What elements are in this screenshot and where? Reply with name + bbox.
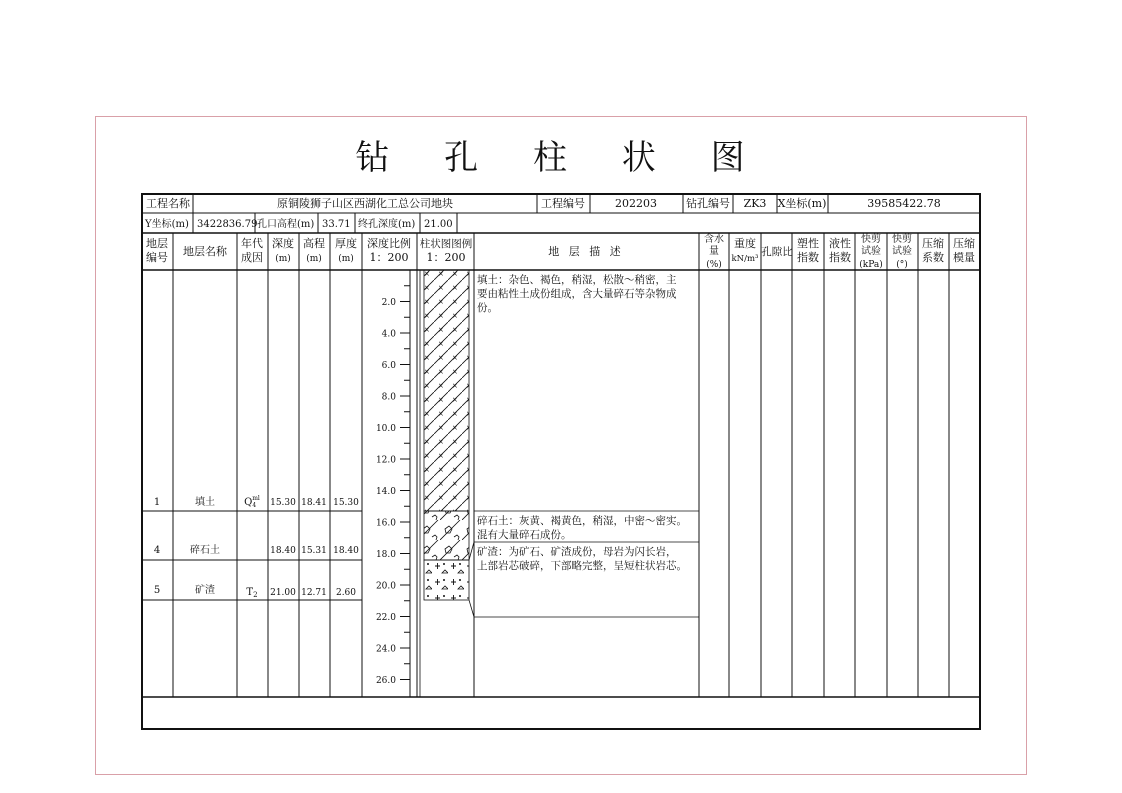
hdr-plastic-1: 塑性	[797, 237, 819, 250]
gravel-soil-pattern	[424, 511, 469, 560]
desc-slag-line-1: 矿渣：为矿石、矿渣成份，母岩为闪长岩，	[477, 546, 677, 558]
layer-no: 5	[153, 585, 161, 596]
project-name-label: 工程名称	[146, 197, 190, 210]
desc-fill-line-1: 填土：杂色、褐色，稍湿，松散～稍密，主	[477, 274, 677, 286]
hdr-layer-name: 地层名称	[183, 245, 227, 258]
scale-tick-label: 18.0	[375, 550, 396, 560]
scale-tick-label: 22.0	[375, 613, 396, 623]
layer-name: 填土	[195, 497, 215, 508]
y-coord-label: Y坐标(m)	[145, 219, 189, 230]
hdr-shear-phi-1: 快剪	[892, 234, 912, 245]
layer-name: 矿渣	[195, 585, 215, 596]
layer-thick: 18.40	[333, 546, 359, 556]
hdr-water-1: 含水	[704, 234, 724, 245]
depth-scale-ruler	[376, 270, 410, 697]
scale-tick-label: 10.0	[375, 424, 396, 434]
layer-depth: 18.40	[270, 546, 296, 556]
strata-column	[420, 270, 469, 697]
desc-fill-line-3: 份。	[477, 302, 498, 314]
hdr-layer-no-2: 编号	[146, 251, 168, 264]
hdr-water-3: (%)	[706, 260, 722, 270]
page-title: 钻 孔 柱 状 图	[355, 138, 767, 178]
hdr-thick-2: (m)	[338, 254, 354, 264]
scale-tick-label: 16.0	[375, 518, 396, 529]
hdr-scale-1: 深度比例	[367, 237, 411, 250]
hdr-column-2: 1：200	[426, 251, 466, 264]
scale-tick-label: 14.0	[375, 487, 396, 497]
hdr-void: 孔隙比	[761, 246, 793, 258]
layer-descriptions	[477, 273, 687, 572]
column-grid	[173, 233, 949, 697]
final-depth-value: 21.00	[424, 219, 453, 230]
hdr-shear-phi-2: 试验	[892, 246, 912, 257]
project-name-value: 原铜陵狮子山区西湖化工总公司地块	[277, 197, 453, 210]
elevation-label: 孔口高程(m)	[257, 219, 315, 230]
layer-elev: 18.41	[301, 498, 327, 508]
y-coord-value: 3422836.79	[197, 219, 258, 230]
scale-tick-label: 20.0	[375, 581, 396, 592]
fill-soil-pattern	[424, 270, 469, 511]
hdr-thick-1: 厚度	[335, 237, 357, 250]
layer-depth: 15.30	[270, 498, 296, 508]
desc-fill-line-2: 要由粘性土成份组成，含大量碎石等杂物成	[477, 288, 677, 300]
hdr-shear-phi-3: (°)	[896, 260, 908, 270]
elevation-value: 33.71	[322, 219, 351, 230]
scale-tick-label: 6.0	[381, 361, 396, 371]
hdr-depth-2: (m)	[275, 254, 291, 264]
hdr-elev-2: (m)	[306, 254, 322, 264]
hdr-liquid-2: 指数	[829, 251, 851, 264]
scale-tick-label: 4.0	[381, 329, 396, 340]
desc-gravel-line-1: 碎石土：灰黄、褐黄色，稍湿，中密～密实。	[477, 515, 687, 527]
hdr-plastic-2: 指数	[797, 251, 819, 264]
hdr-age-1: 年代	[241, 237, 263, 250]
project-no-label: 工程编号	[541, 197, 585, 210]
layer-no: 1	[153, 497, 161, 508]
hole-no-label: 钻孔编号	[686, 197, 730, 210]
table-row	[154, 495, 359, 509]
hdr-scale-2: 1：200	[369, 251, 409, 264]
hdr-liquid-1: 液性	[829, 237, 851, 250]
hdr-weight-1: 重度	[734, 237, 756, 250]
x-coord-value: 39585422.78	[867, 197, 941, 210]
table-row	[154, 583, 356, 599]
layer-elev: 15.31	[301, 546, 327, 556]
hdr-compress-2: 系数	[922, 251, 944, 264]
scale-tick-label: 26.0	[375, 676, 396, 686]
layer-age: $Q_4ml$	[244, 495, 260, 509]
column-headers	[146, 232, 975, 270]
x-coord-label: X坐标(m)	[777, 197, 827, 210]
scale-tick-label: 8.0	[381, 392, 396, 403]
hdr-shear-c-1: 快剪	[861, 234, 881, 245]
desc-slag-line-2: 上部岩芯破碎，下部略完整，呈短柱状岩芯。	[477, 560, 687, 572]
hdr-layer-no-1: 地层	[146, 237, 168, 250]
hole-no-value: ZK3	[743, 197, 767, 210]
hdr-modulus-2: 模量	[953, 251, 975, 264]
hdr-shear-c-3: (kPa)	[859, 260, 883, 270]
scale-tick-label: 12.0	[375, 455, 396, 466]
hdr-water-2: 量	[709, 246, 719, 257]
hdr-depth-1: 深度	[272, 237, 294, 250]
layer-depth: 21.00	[270, 588, 296, 598]
project-no-value: 202203	[615, 197, 657, 210]
scale-tick-label: 24.0	[375, 644, 396, 655]
hdr-column-1: 柱状图图例	[419, 238, 473, 250]
layer-name: 碎石土	[190, 545, 220, 556]
hdr-weight-2: kN/m³	[731, 254, 759, 264]
table-row	[154, 543, 359, 556]
layer-thick: 15.30	[333, 498, 359, 508]
layer-no: 4	[153, 545, 161, 556]
desc-gravel-line-2: 混有大量碎石成份。	[477, 529, 572, 541]
scale-tick-label: 2.0	[381, 298, 396, 308]
hdr-age-2: 成因	[241, 251, 263, 264]
final-depth-label: 终孔深度(m)	[358, 219, 416, 230]
hdr-shear-c-2: 试验	[861, 246, 881, 257]
layer-thick: 2.60	[335, 588, 357, 598]
hdr-modulus-1: 压缩	[953, 237, 975, 250]
hdr-elev-1: 高程	[303, 237, 325, 250]
hdr-description: 地 层 描 述	[548, 245, 624, 258]
layer-age: $T_2$	[246, 587, 258, 599]
slag-pattern	[424, 560, 469, 600]
hdr-compress-1: 压缩	[922, 237, 944, 250]
layer-elev: 12.71	[301, 588, 327, 598]
